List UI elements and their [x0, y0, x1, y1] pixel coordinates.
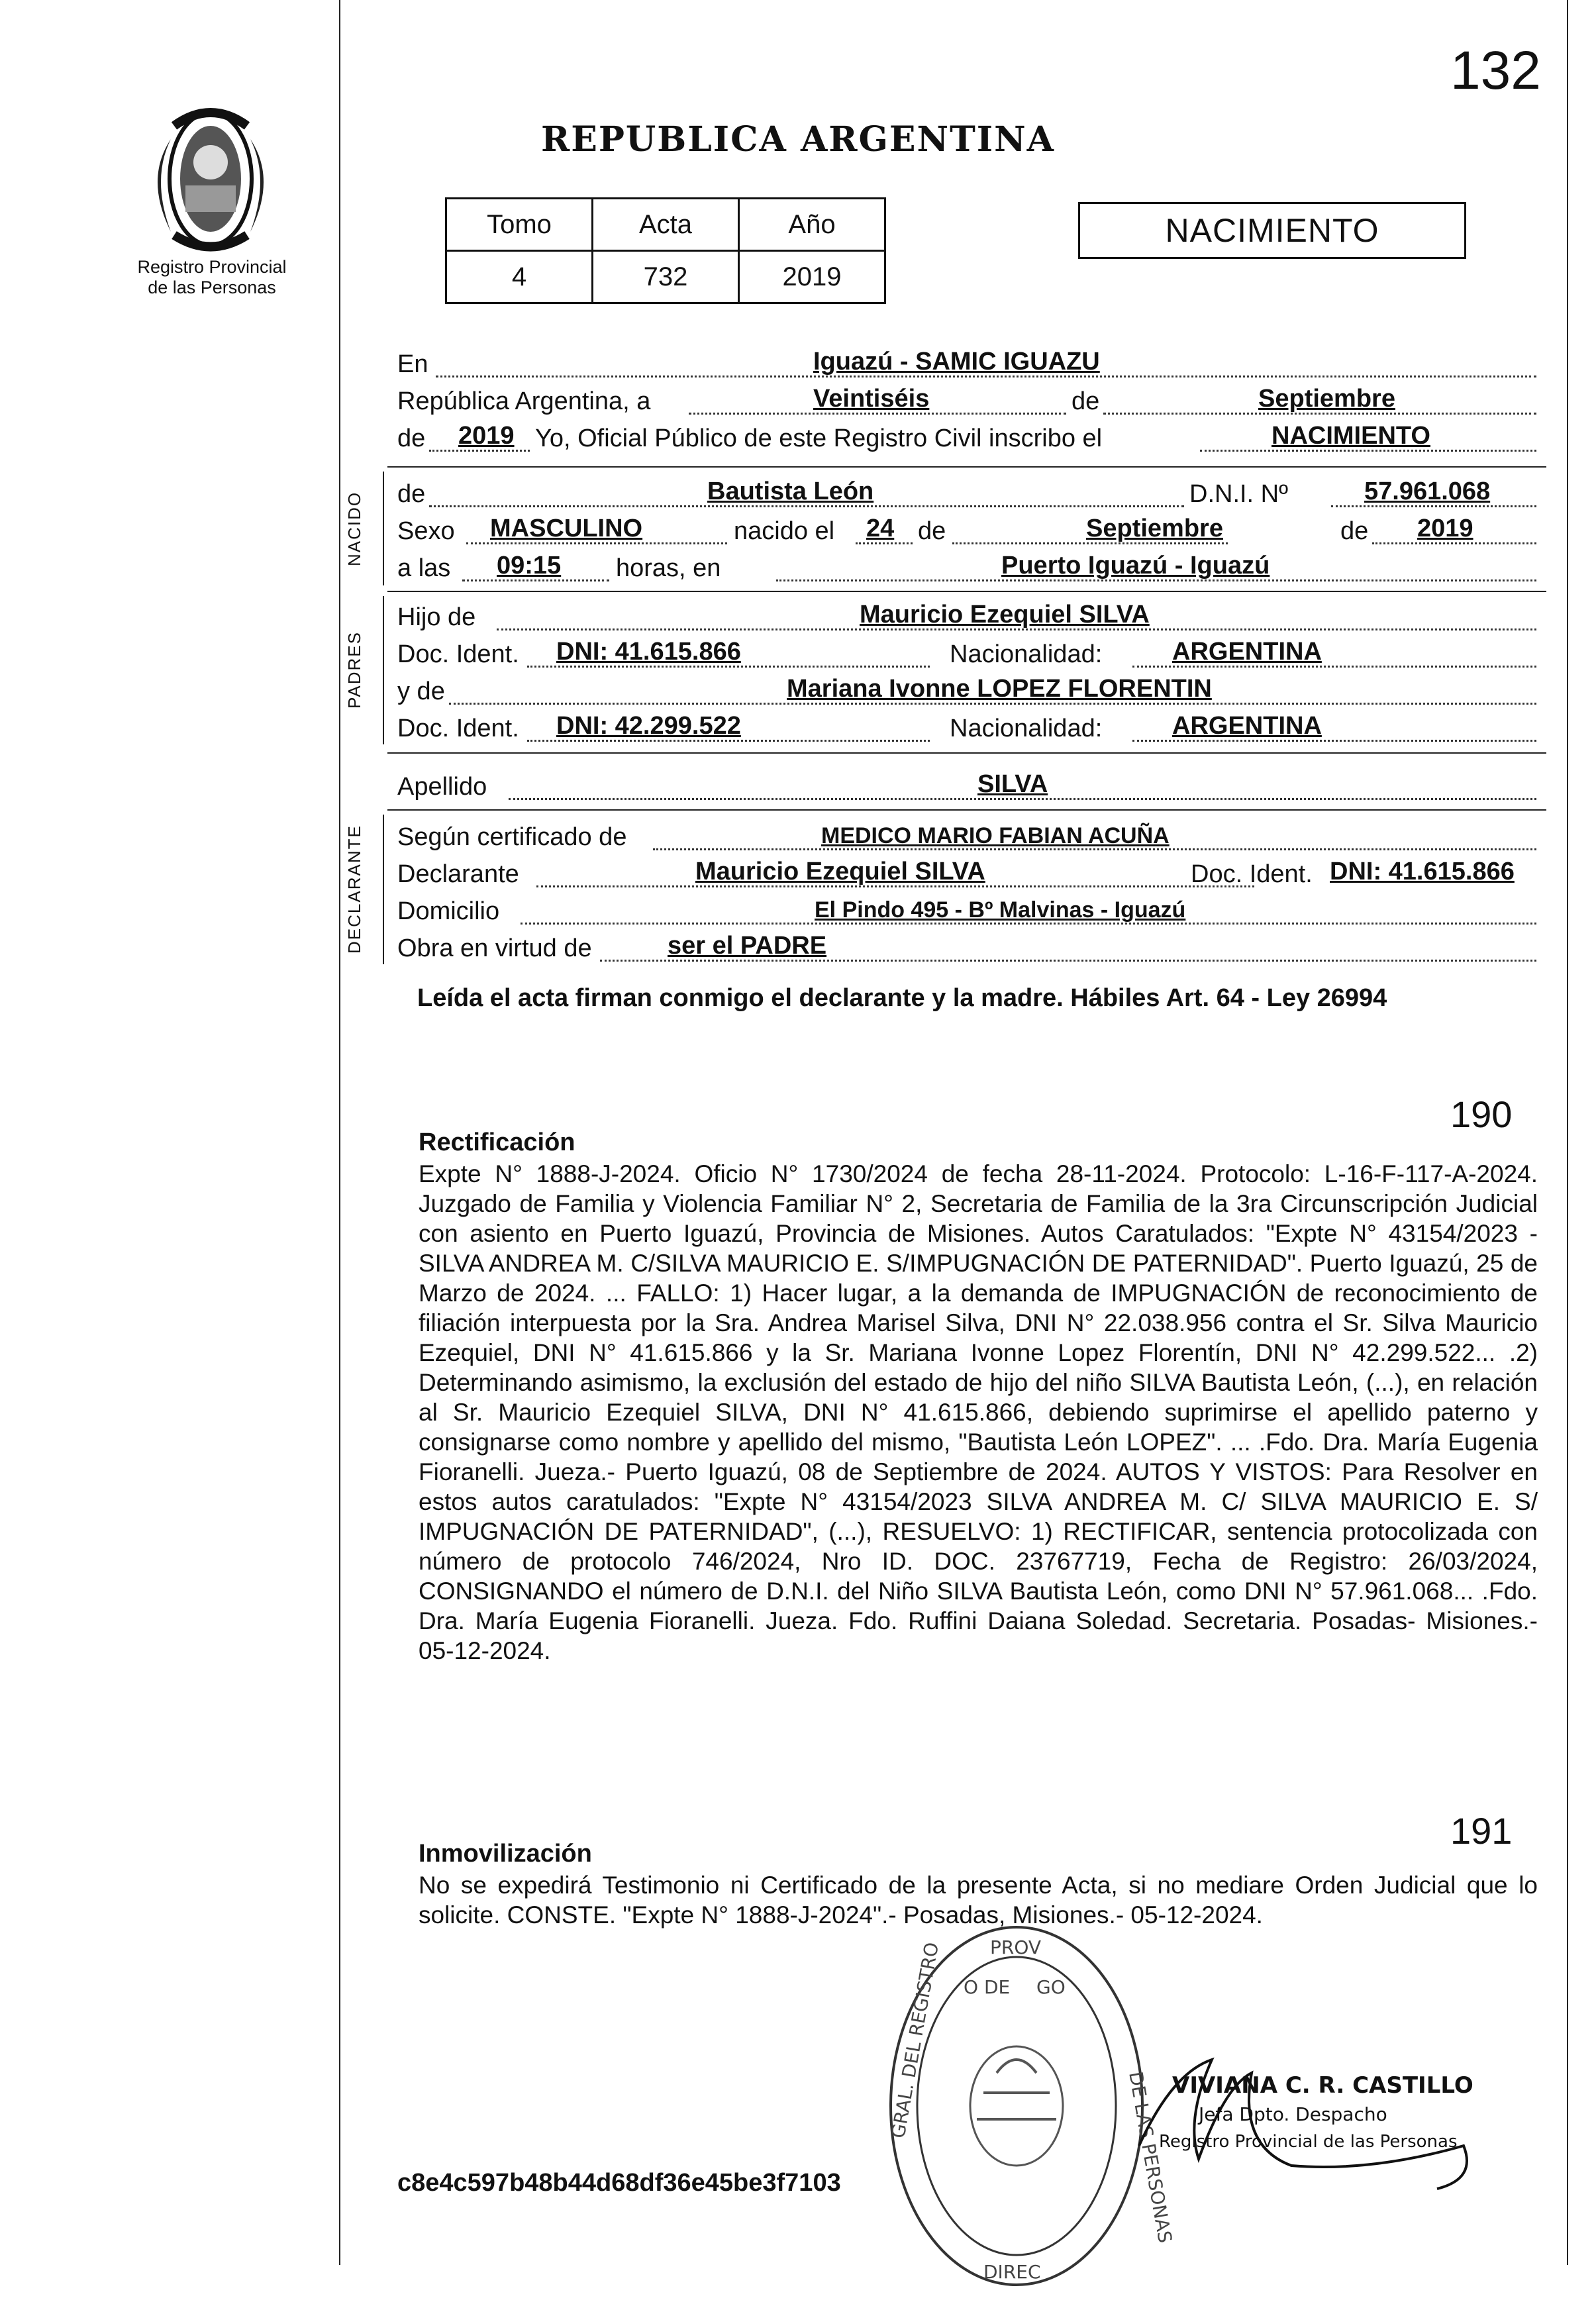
- en-row: [397, 346, 1536, 383]
- acta-header: Acta: [593, 199, 739, 251]
- certificado-value: MEDICO MARIO FABIAN ACUÑA: [821, 823, 1170, 848]
- declarante-doc: DNI: 41.615.866: [1330, 858, 1515, 885]
- de-label: de: [397, 425, 426, 452]
- inscribo-value: NACIMIENTO: [1272, 422, 1430, 450]
- apellido-value: SILVA: [977, 770, 1048, 798]
- horas-label: horas, en: [616, 554, 721, 582]
- hora-row: [397, 550, 1536, 587]
- official-seal-stamp: [884, 1921, 1177, 2291]
- de-label: de: [1072, 387, 1100, 415]
- doc-ident-label: Doc. Ident.: [1191, 860, 1313, 888]
- sexo-label: Sexo: [397, 517, 455, 545]
- rectificacion-title: Rectificación: [419, 1128, 575, 1156]
- section-divider: [387, 809, 1546, 811]
- sexo-value: MASCULINO: [490, 515, 643, 542]
- dni-label: D.N.I. Nº: [1189, 480, 1288, 508]
- inmovilizacion-title: Inmovilización: [419, 1840, 592, 1868]
- birth-year: 2019: [1417, 515, 1473, 542]
- father-doc-row: [397, 636, 1536, 673]
- birth-day: 24: [866, 515, 895, 542]
- svg-text:Jefa Dpto. Despacho: Jefa Dpto. Despacho: [1199, 2103, 1387, 2125]
- year-row: [397, 420, 1536, 457]
- document-title: REPUBLICA ARGENTINA: [540, 119, 1055, 160]
- doc-ident-label: Doc. Ident.: [397, 640, 519, 668]
- child-name: Bautista León: [707, 477, 874, 505]
- nacionalidad-label: Nacionalidad:: [950, 715, 1103, 742]
- section-bracket: [383, 472, 384, 585]
- intro-month: Septiembre: [1258, 385, 1395, 413]
- page-number: 132: [1450, 40, 1541, 101]
- sexo-row: [397, 513, 1536, 550]
- birth-place: Puerto Iguazú - Iguazú: [1001, 552, 1270, 579]
- declarante-side-label: DECLARANTE: [344, 825, 364, 954]
- en-label: En: [397, 350, 428, 378]
- apellido-label: Apellido: [397, 773, 487, 801]
- mother-nationality: ARGENTINA: [1172, 712, 1322, 740]
- republica-label: República Argentina, a: [397, 387, 651, 415]
- svg-text:VIVIANA C. R. CASTILLO: VIVIANA C. R. CASTILLO: [1172, 2072, 1473, 2099]
- mother-doc-row: [397, 710, 1536, 747]
- inmovilizacion-number: 191: [1450, 1810, 1513, 1852]
- tomo-header: Tomo: [446, 199, 593, 251]
- obra-label: Obra en virtud de: [397, 934, 592, 962]
- tomo-value: 4: [446, 251, 593, 303]
- svg-text:O DE: O DE: [964, 1976, 1011, 1998]
- svg-text:PROV: PROV: [990, 1936, 1042, 1958]
- en-value: Iguazú - SAMIC IGUAZU: [813, 348, 1100, 376]
- nacido-name-row: [397, 476, 1536, 513]
- yde-label: y de: [397, 677, 445, 705]
- official-signature: [1119, 2046, 1490, 2192]
- ano-value: 2019: [739, 251, 885, 303]
- mother-name: Mariana Ivonne LOPEZ FLORENTIN: [787, 675, 1212, 703]
- alas-label: a las: [397, 554, 451, 582]
- declarante-value: Mauricio Ezequiel SILVA: [695, 858, 985, 885]
- hijo-row: [397, 599, 1536, 636]
- intro-day: Veintiséis: [813, 385, 930, 413]
- domicilio-label: Domicilio: [397, 897, 500, 925]
- nacido-el-label: nacido el: [734, 517, 835, 545]
- section-bracket: [383, 596, 384, 744]
- republica-row: [397, 383, 1536, 420]
- de-label: de: [397, 480, 426, 508]
- child-dni: 57.961.068: [1364, 477, 1491, 505]
- svg-text:GO: GO: [1036, 1976, 1066, 1998]
- registry-table: [445, 197, 886, 304]
- father-doc: DNI: 41.615.866: [556, 638, 741, 666]
- section-bracket: [383, 815, 384, 964]
- intro-year: 2019: [458, 422, 515, 450]
- left-margin-rule: [339, 0, 340, 2265]
- segun-row: [397, 819, 1536, 856]
- svg-text:DIREC: DIREC: [983, 2261, 1041, 2283]
- logo-caption-line2: de las Personas: [148, 277, 276, 297]
- declarante-row: [397, 856, 1536, 893]
- yo-label: Yo, Oficial Público de este Registro Civil inscribo el: [535, 425, 1103, 452]
- obra-row: [397, 930, 1536, 967]
- section-divider: [387, 752, 1546, 754]
- right-margin-rule: [1567, 0, 1568, 2265]
- svg-text:GRAL. DEL REGISTRO: GRAL. DEL REGISTRO: [887, 1940, 943, 2140]
- declarante-label: Declarante: [397, 860, 519, 888]
- obra-value: ser el PADRE: [668, 932, 827, 960]
- acta-value: 732: [593, 251, 739, 303]
- hijo-label: Hijo de: [397, 603, 476, 631]
- de-label: de: [918, 517, 946, 545]
- birth-time: 09:15: [497, 552, 562, 579]
- svg-text:Registro Provincial de las Per: Registro Provincial de las Personas: [1159, 2132, 1458, 2152]
- ano-header: Año: [739, 199, 885, 251]
- de-label: de: [1340, 517, 1369, 545]
- birth-month: Septiembre: [1086, 515, 1223, 542]
- inmovilizacion-text: No se expedirá Testimonio ni Certificado de la presente Acta, si no mediare Orden Judicial que lo solicite. CONSTE. "Expte N° 1888-J-2024".- Posadas, Misiones.- 05-12-2024.: [419, 1872, 1538, 1929]
- father-nationality: ARGENTINA: [1172, 638, 1322, 666]
- nacionalidad-label: Nacionalidad:: [950, 640, 1103, 668]
- logo-caption-line1: Registro Provincial: [137, 257, 287, 277]
- document-type-box: NACIMIENTO: [1078, 202, 1466, 259]
- domicilio-row: [397, 893, 1536, 930]
- segun-label: Según certificado de: [397, 823, 627, 851]
- mother-doc: DNI: 42.299.522: [556, 712, 741, 740]
- section-divider: [387, 591, 1546, 592]
- logo-caption: [113, 257, 311, 298]
- document-hash: c8e4c597b48b44d68df36e45be3f7103: [397, 2169, 841, 2197]
- padres-side-label: PADRES: [344, 631, 364, 709]
- yde-row: [397, 673, 1536, 710]
- father-name: Mauricio Ezequiel SILVA: [860, 601, 1150, 628]
- domicilio-value: El Pindo 495 - Bº Malvinas - Iguazú: [815, 897, 1186, 923]
- apellido-row: [397, 768, 1536, 805]
- section-divider: [387, 466, 1546, 468]
- svg-text:DE LAS PERSONAS: DE LAS PERSONAS: [1124, 2070, 1177, 2245]
- rectificacion-text: Expte N° 1888-J-2024. Oficio N° 1730/2024 de fecha 28-11-2024. Protocolo: L-16-F-117-A-2024. Juzgado de Familia y Violencia Familiar N° 2, Secretaria de Familia de la 3ra Circunscripción Judicial con asiento en Puerto Iguazú, Provincia de Misiones. Autos Caratulados: "Expte N° 43154/2023 - SILVA ANDREA M. C/SILVA MAURICIO E. S/IMPUGNACIÓN DE PATERNIDAD". Puerto Iguazú, 25 de Marzo de 2024. ... FALLO: 1) Hacer lugar, a la demanda de IMPUGNACIÓN de reconocimiento de filiación interpuesta por la Sra. Andrea Marisel Silva, DNI N° 22.038.956 contra el Sr. Silva Mauricio Ezequiel, DNI N° 41.615.866 y la Sr. Mariana Ivonne Lopez Florentín, DNI N° 42.299.522... .2) Determinando asimismo, la exclusión del estado de hijo del niño SILVA Bautista León, (...), en relación al Sr. Mauricio Ezequiel SILVA, DNI N° 41.615.866, debiendo suprimirse el apellido paterno y consignarse como nombre y apellido del mismo, "Bautista León LOPEZ". ... .Fdo. Dra. María Eugenia Fioranelli. Jueza.- Puerto Iguazú, 08 de Septiembre de 2024. AUTOS Y VISTOS: Para Resolver en estos autos caratulados: "Expte N° 43154/2023 SILVA ANDREA M. C/ SILVA MAURICIO E. S/ IMPUGNACIÓN DE PATERNIDAD", (...), RESUELVO: 1) RECTIFICAR, sentencia protocolizada con número de protocolo 746/2024, Nro ID. DOC. 23767719, Fecha de Registro: 26/03/2024, CONSIGNANDO el número de D.N.I. del Niño SILVA Bautista León, como DNI N° 57.961.068... .Fdo. Dra. María Eugenia Fioranelli. Jueza. Fdo. Ruffini Daiana Soledad. Secretaria. Posadas- Misiones.- 05-12-2024.: [419, 1160, 1538, 1664]
- closing-note: Leída el acta firman conmigo el declarante y la madre. Hábiles Art. 64 - Ley 26994: [417, 984, 1387, 1012]
- nacido-side-label: NACIDO: [344, 491, 364, 566]
- doc-ident-label: Doc. Ident.: [397, 715, 519, 742]
- rectificacion-number: 190: [1450, 1093, 1513, 1135]
